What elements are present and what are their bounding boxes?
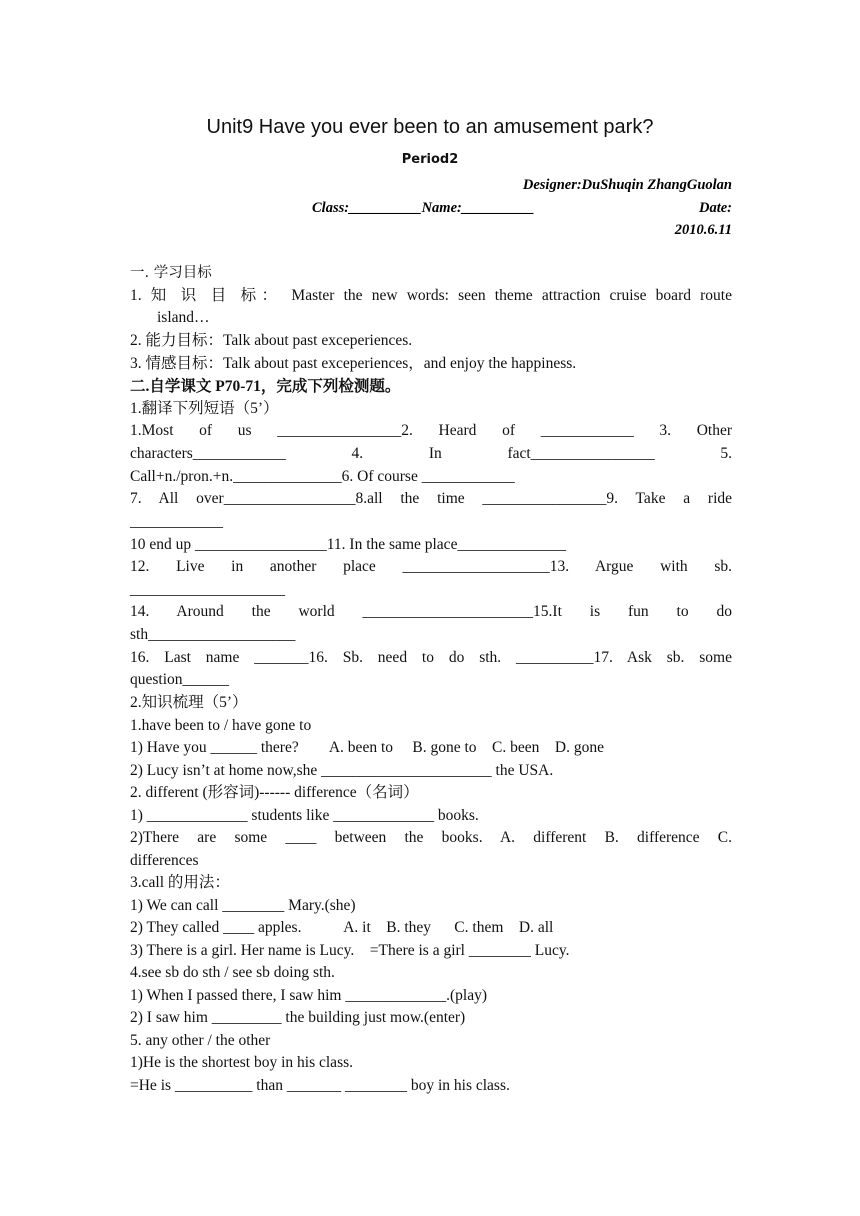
exercise-line: 2)There are some ____ between the books. A. different B. difference C.: [130, 829, 732, 846]
exercise-line: 1.Most of us ________________2. Heard of ____________ 3. Other: [130, 422, 732, 439]
objective-line: 3. 情感目标：Talk about past exceperiences，and enjoy the happiness.: [130, 355, 577, 372]
exercise-line: ____________: [130, 513, 223, 530]
exercise-line: 3.call 的用法：: [130, 874, 230, 891]
objective-line: 1. 知 识 目 标： Master the new words: seen theme attraction cruise board route: [130, 287, 732, 304]
exercise-line: =He is __________ than _______ ________ boy in his class.: [130, 1077, 510, 1094]
exercise-line: 5. any other / the other: [130, 1032, 271, 1049]
exercise-line: ____________________: [130, 581, 285, 598]
exercise-line: 1) When I passed there, I saw him _____________.(play): [130, 987, 487, 1004]
exercise-line: sth___________________: [130, 626, 296, 643]
exercise-line: 3) There is a girl. Her name is Lucy. =There is a girl ________ Lucy.: [130, 942, 570, 959]
exercise-line: 2) Lucy isn’t at home now,she ______________________ the USA.: [130, 762, 554, 779]
exercise-line: 1) We can call ________ Mary.(she): [130, 897, 356, 914]
section-heading: 二.自学课文 P70-71，完成下列检测题。: [130, 378, 401, 395]
subsection-heading: 2.知识梳理（5’）: [130, 694, 248, 711]
exercise-line: 2) They called ____ apples. A. it B. they C. them D. all: [130, 919, 554, 936]
exercise-line: question______: [130, 671, 230, 688]
exercise-line: 1) Have you ______ there? A. been to B. gone to C. been D. gone: [130, 739, 604, 756]
class-name-fields: Class:__________Name:__________: [312, 200, 535, 216]
page-title: Unit9 Have you ever been to an amusement park?: [206, 116, 654, 138]
exercise-line: 16. Last name _______16. Sb. need to do sth. __________17. Ask sb. some: [130, 649, 732, 666]
exercise-line: differences: [130, 852, 199, 869]
date-label: Date:: [698, 200, 732, 216]
subsection-heading: 1.翻译下列短语（5’）: [130, 400, 279, 417]
exercise-line: 14. Around the world ______________________15.It is fun to do: [130, 603, 732, 620]
period-label: Period2: [401, 152, 459, 167]
objective-line: 2. 能力目标：Talk about past exceperiences.: [130, 332, 413, 349]
exercise-line: 2. different (形容词)------ difference（名词）: [130, 784, 419, 801]
section-heading: 一. 学习目标: [130, 265, 212, 281]
objective-line-continued: island…: [157, 309, 210, 326]
exercise-line: Call+n./pron.+n.______________6. Of course ____________: [130, 468, 515, 485]
exercise-line: 1)He is the shortest boy in his class.: [130, 1054, 354, 1071]
exercise-line: 2) I saw him _________ the building just mow.(enter): [130, 1009, 466, 1026]
exercise-line: 1.have been to / have gone to: [130, 717, 312, 734]
exercise-line: characters____________ 4. In fact________________ 5.: [130, 445, 732, 462]
exercise-line: 4.see sb do sth / see sb doing sth.: [130, 964, 335, 981]
designer-label: Designer:DuShuqin ZhangGuolan: [522, 177, 732, 193]
exercise-line: 1) _____________ students like _____________ books.: [130, 807, 479, 824]
date-value: 2010.6.11: [674, 222, 732, 238]
exercise-line: 12. Live in another place ___________________13. Argue with sb.: [130, 558, 732, 575]
exercise-line: 10 end up _________________11. In the same place______________: [130, 536, 566, 553]
class-name-line: [312, 200, 732, 217]
exercise-line: 7. All over_________________8.all the time ________________9. Take a ride: [130, 490, 732, 507]
